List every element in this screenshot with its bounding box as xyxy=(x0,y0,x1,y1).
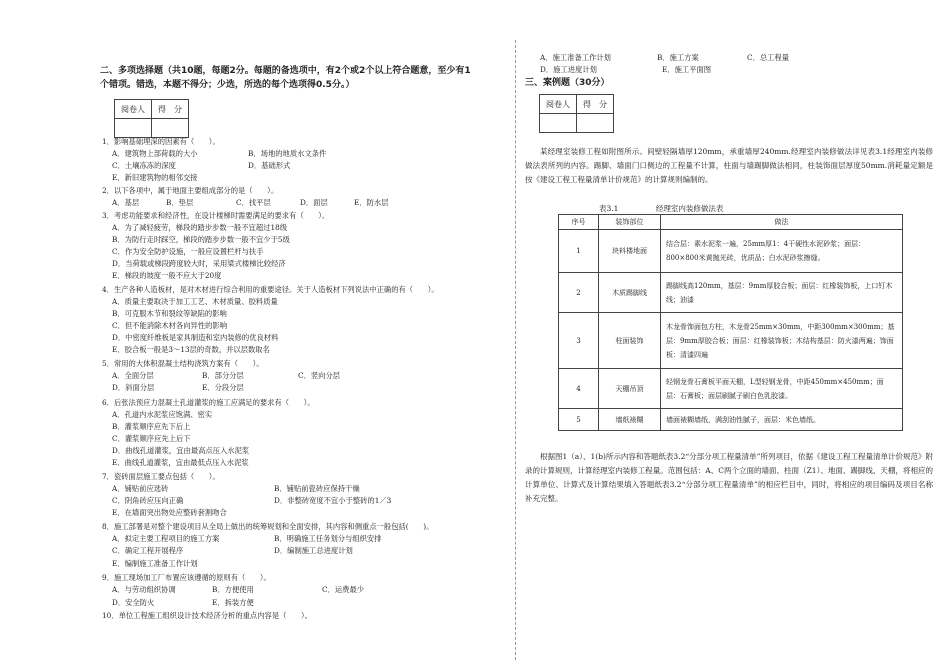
section-title-multiple-choice xyxy=(100,64,471,92)
section-title-line2: 个错项。错选，本题不得分；少选，所选的每个选项得0.5分。） xyxy=(100,80,355,90)
q2-option-c: C．找平层 xyxy=(236,198,271,207)
q8-option-b: B．明确施工任务划分与组织安排 xyxy=(274,534,382,543)
q6-option-a: A．孔道内水泥浆应饱满、密实 xyxy=(112,410,213,419)
q5-option-d: D．斜面分层 xyxy=(112,383,155,392)
question-7: 7．瓷砖面层施工要点包括（ ）。 xyxy=(102,472,220,481)
table-header-row xyxy=(559,215,903,230)
case-score-box xyxy=(539,94,614,133)
q10-option-c: C．总工程量 xyxy=(747,53,790,62)
q7-option-d: D．非整砖宽度不宜小于整砖的1／3 xyxy=(274,496,392,505)
header-part: 装饰部位 xyxy=(599,215,661,230)
question-2: 2．以下各项中，属于地面主要组成部分的是（ ）。 xyxy=(102,186,279,195)
q9-option-c: C．运费最少 xyxy=(322,585,365,594)
row-method: 踢脚线高120mm，基层：9mm厚胶合板；面层：红橡装饰板，上口钉木线；油漆 xyxy=(661,273,903,313)
row-part: 天棚吊顶 xyxy=(599,369,661,409)
table-row xyxy=(559,273,903,313)
row-part: 柱面装饰 xyxy=(599,313,661,369)
row-no: 5 xyxy=(559,409,599,431)
table-row xyxy=(559,369,903,409)
q8-option-e: E．编制施工准备工作计划 xyxy=(112,559,198,568)
q9-option-b: B．方便使用 xyxy=(212,585,254,594)
q1-option-b: B．场地的地质水文条件 xyxy=(248,149,327,158)
question-8: 8．施工部署是对整个建设项目从全局上做出的统筹规划和全面安排，其内容和侧重点一般包括( )。 xyxy=(102,522,434,531)
q2-option-d: D．面层 xyxy=(300,198,328,207)
q4-option-d: D．中密度纤维板是家具制造和室内装修的优良材料 xyxy=(112,333,279,342)
row-no: 3 xyxy=(559,313,599,369)
decoration-table xyxy=(558,214,903,431)
q5-option-c: C．竖向分层 xyxy=(298,371,341,380)
q10-option-a: A．施工准备工作计划 xyxy=(540,53,611,62)
q7-option-a: A．铺贴前应选砖 xyxy=(112,484,169,493)
q4-option-c: C．但不能消除木材各向异性的影响 xyxy=(112,321,228,330)
case-score-cell xyxy=(577,114,614,133)
section-title-line1: 二、多项选择题（共10题，每题2分。每题的备选项中，有2个或2个以上符合题意，至少有1 xyxy=(100,66,471,76)
q1-option-c: C．土壤冻冻的深度 xyxy=(112,161,176,170)
case-paragraph-2: 根据图1（a）、1(b)所示内容和答题纸表3.2“分部分项工程量清单”所列项目，依据《建设工程工程量清单计价规范》附录的计算规则，计算经理室内装修工程量。范围包括：A、C两个立面的墙面、柱面（Z1）、地面、踢脚线、天棚，将相应的计算单位、计算式及计算结果填入答题纸表3.2“分部分项工程量清单”的相应栏目中，同时，将相应的项目编码及项目名称补充完整。 xyxy=(525,452,934,503)
table-row xyxy=(559,313,903,369)
case-grader-cell xyxy=(540,114,577,133)
case-paragraph-1: 某经理室装修工程如附图所示。间壁轻隔墙厚120mm，承重墙厚240mm.经理室内装修做法详见表3.1经理室内装修做法表所列的内容。踢脚、墙面门口侧边的工程量不计算，柱面与墙踢脚做法相同，柱装饰面层厚度50mm.消耗量定额是按《建设工程工程量清单计价规范》的计算规则编制的。 xyxy=(525,147,933,184)
q7-option-e: E．在墙面突出物处应整砖套割吻合 xyxy=(112,508,227,517)
question-10: 10．单位工程施工组织设计技术经济分析的重点内容是（ ）。 xyxy=(102,611,312,620)
q10-option-e: E．施工平面图 xyxy=(662,65,712,74)
q9-option-d: D．安全防火 xyxy=(112,598,155,607)
table-caption: 表3.1 经理室内装修做法表 xyxy=(599,204,724,213)
q8-option-a: A．拟定主要工程项目的施工方案 xyxy=(112,534,220,543)
question-6: 6．后张法预应力混凝土孔道灌浆的施工应满足的要求有（ ）。 xyxy=(102,398,315,407)
question-4: 4．生产各种人造板材，是对木材进行综合利用的重要途径。关于人造板材下列说法中正确的有（ ）。 xyxy=(102,285,439,294)
q2-option-e: E．防水层 xyxy=(354,198,389,207)
q3-option-e: E．梯段的坡度一般不应大于20度 xyxy=(112,271,222,280)
score-box xyxy=(114,99,189,138)
row-no: 1 xyxy=(559,230,599,273)
section-title-case-study: 三、案例题（30分） xyxy=(525,78,610,88)
row-part: 块料楼地面 xyxy=(599,230,661,273)
q1-option-d: D．基础形式 xyxy=(248,161,291,170)
row-no: 4 xyxy=(559,369,599,409)
question-9: 9．施工现场加工厂布置应该遵循的原则有（ ）。 xyxy=(102,573,271,582)
q3-option-a: A．为了减轻疲劳，梯段的踏步步数一般不宜超过18级 xyxy=(112,223,288,232)
q3-option-b: B．为防行走时踩空，梯段的踏步步数一般不宜少于5级 xyxy=(112,235,290,244)
q6-option-e: E．曲线孔道灌浆，宜由最低点压入水泥浆 xyxy=(112,458,249,467)
question-5: 5．常用的大体积混凝土结构浇筑方案有（ ）。 xyxy=(102,359,264,368)
question-3: 3．考虑功能要求和经济性，在设计楼梯时需要满足的要求有（ ）。 xyxy=(102,211,330,220)
q2-option-b: B．垫层 xyxy=(166,198,194,207)
row-part: 墙纸裱糊 xyxy=(599,409,661,431)
q1-option-e: E．新旧建筑物的相邻交接 xyxy=(112,173,198,182)
row-method: 结合层：素水泥浆一遍，25mm厚1：4干硬性水泥砂浆；面层：800×800米黄抛光砖，优质品；白水泥砂浆擦缝。 xyxy=(661,230,903,273)
row-method: 木龙骨饰面包方柱，木龙骨25mm×30mm，中距300mm×300mm；基层：9mm厚胶合板；面层：红橡装饰板；木结构基层：防火漆两遍；饰面板：清漆四遍 xyxy=(661,313,903,369)
q9-option-e: E．拆装方便 xyxy=(212,598,254,607)
q6-option-d: D．曲线孔道灌浆，宜由最高点压入水泥浆 xyxy=(112,446,250,455)
q7-option-b: B．铺贴前瓷砖应保持干燥 xyxy=(274,484,360,493)
column-divider xyxy=(515,40,516,660)
table-row xyxy=(559,409,903,431)
q3-option-c: C．作为安全防护设施，一般应设置栏杆与扶手 xyxy=(112,247,264,256)
row-part: 木质踢脚线 xyxy=(599,273,661,313)
q1-option-a: A．建筑物上部荷载的大小 xyxy=(112,149,198,158)
score-label: 得 分 xyxy=(152,100,189,119)
score-cell xyxy=(152,119,189,138)
question-1: 1．影响基础埋深的因素有（ ）。 xyxy=(102,137,220,146)
q10-option-b: B．施工方案 xyxy=(657,53,699,62)
case-score-label: 得 分 xyxy=(577,95,614,114)
q5-option-b: B．部分分层 xyxy=(202,371,244,380)
q4-option-e: E．胶合板一般是3～13层的奇数，并以层数取名 xyxy=(112,345,270,354)
q10-option-d: D．施工进度计划 xyxy=(540,65,597,74)
row-no: 2 xyxy=(559,273,599,313)
table-row xyxy=(559,230,903,273)
header-no: 序号 xyxy=(559,215,599,230)
q5-option-e: E．分段分层 xyxy=(202,383,244,392)
row-method: 墙面裱糊墙纸，满刮油性腻子，面层：米色墙纸。 xyxy=(661,409,903,431)
q6-option-b: B．灌浆顺序应先下后上 xyxy=(112,422,191,431)
q8-option-d: D．编制施工总进度计划 xyxy=(274,546,353,555)
q2-option-a: A．基层 xyxy=(112,198,140,207)
header-method: 做法 xyxy=(661,215,903,230)
q9-option-a: A．与劳动组织协调 xyxy=(112,585,176,594)
q7-option-c: C．阴角砖应压向正确 xyxy=(112,496,184,505)
case-grader-label: 阅卷人 xyxy=(540,95,577,114)
q5-option-a: A．全面分层 xyxy=(112,371,154,380)
q4-option-b: B．可克服木节和裂纹等缺陷的影响 xyxy=(112,309,227,318)
q3-option-d: D．当荷载或梯段跨度较大时，采用梁式楼梯比较经济 xyxy=(112,259,286,268)
grader-cell xyxy=(115,119,152,138)
q4-option-a: A．质量主要取决于加工工艺、木材质量、胶料质量 xyxy=(112,297,278,306)
row-method: 轻钢龙骨石膏板平面天棚，L型轻钢龙骨，中距450mm×450mm；面层：石膏板；面层刷腻子刷白色乳胶漆。 xyxy=(661,369,903,409)
grader-label: 阅卷人 xyxy=(115,100,152,119)
q6-option-c: C．灌浆顺序应先上后下 xyxy=(112,434,191,443)
q8-option-c: C．确定工程开展程序 xyxy=(112,546,184,555)
